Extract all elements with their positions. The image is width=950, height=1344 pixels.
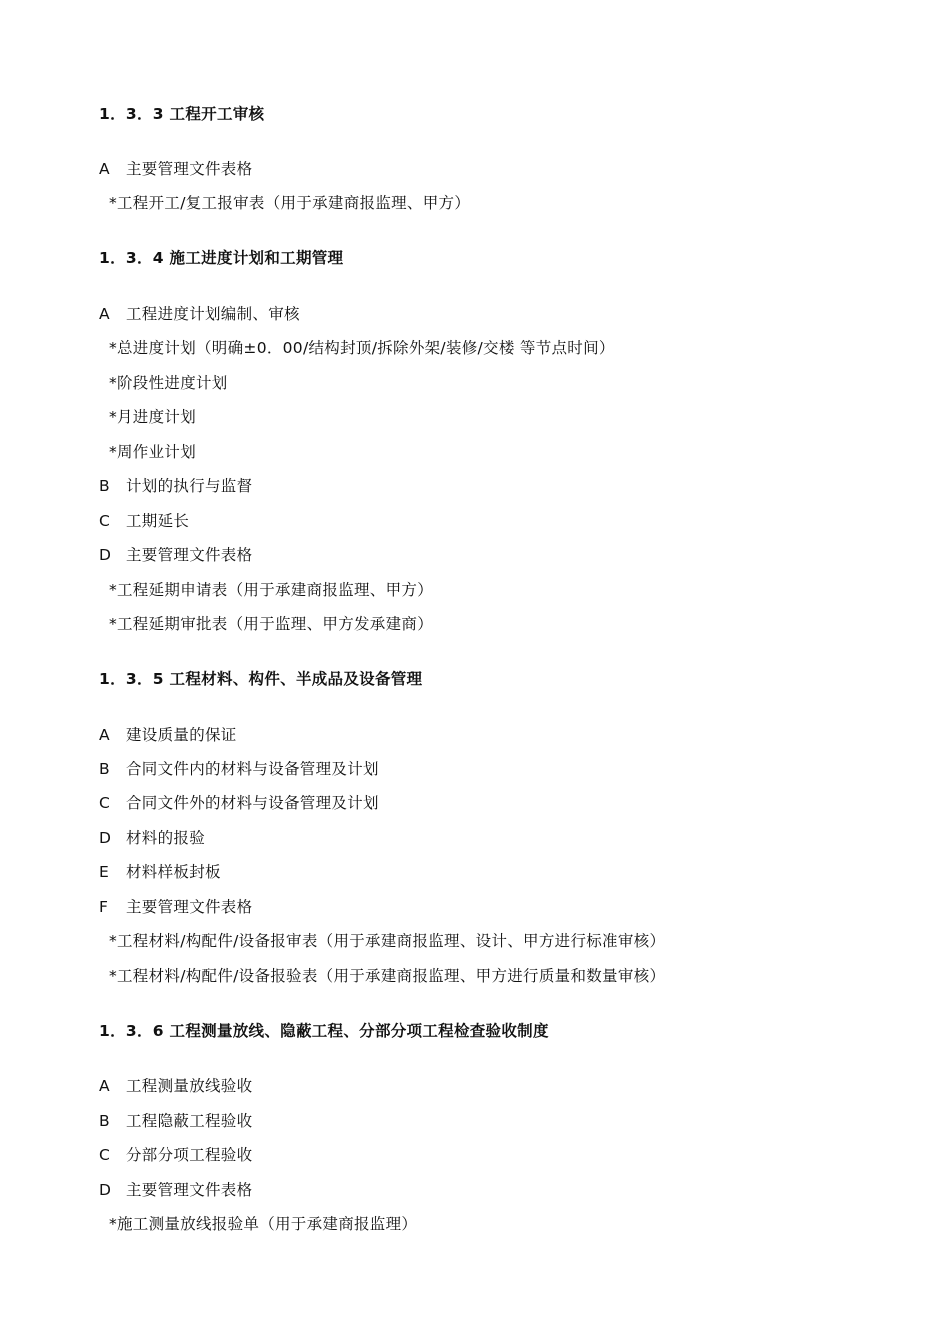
list-item bbox=[99, 1214, 417, 1234]
item-text: 工程进度计划编制、审核 bbox=[126, 305, 300, 323]
item-marker: * bbox=[108, 615, 117, 633]
item-text: 材料样板封板 bbox=[126, 863, 221, 881]
list-item bbox=[99, 476, 252, 496]
list-item bbox=[99, 614, 433, 634]
item-marker: F bbox=[99, 898, 109, 916]
item-marker: C bbox=[99, 1146, 111, 1164]
item-text: 工程材料/构配件/设备报审表（用于承建商报监理、设计、甲方进行标准审核） bbox=[117, 932, 666, 950]
list-item bbox=[99, 511, 189, 531]
item-text: 合同文件内的材料与设备管理及计划 bbox=[126, 760, 379, 778]
item-marker: D bbox=[99, 829, 112, 847]
list-item bbox=[99, 373, 228, 393]
list-item bbox=[99, 759, 379, 779]
item-marker: * bbox=[108, 339, 117, 357]
item-marker: A bbox=[99, 160, 110, 178]
item-text: 总进度计划（明确±0．00/结构封顶/拆除外架/装修/交楼 等节点时间） bbox=[117, 339, 615, 357]
item-marker: D bbox=[99, 546, 112, 564]
list-item bbox=[99, 545, 252, 565]
item-text: 计划的执行与监督 bbox=[126, 477, 253, 495]
list-item bbox=[99, 1180, 252, 1200]
item-text: 工程隐蔽工程验收 bbox=[126, 1112, 253, 1130]
item-text: 月进度计划 bbox=[117, 408, 197, 426]
item-marker: * bbox=[108, 374, 117, 392]
item-text: 主要管理文件表格 bbox=[126, 898, 253, 916]
item-marker: D bbox=[99, 1181, 112, 1199]
section-heading: 1．3．5 工程材料、构件、半成品及设备管理 bbox=[99, 670, 423, 688]
list-item bbox=[99, 931, 665, 951]
item-text: 合同文件外的材料与设备管理及计划 bbox=[126, 794, 379, 812]
item-text: 工程开工/复工报审表（用于承建商报监理、甲方） bbox=[117, 194, 471, 212]
list-item bbox=[99, 725, 237, 745]
item-text: 主要管理文件表格 bbox=[126, 1181, 253, 1199]
list-item bbox=[99, 580, 433, 600]
list-item bbox=[99, 1145, 252, 1165]
item-marker: * bbox=[108, 443, 117, 461]
list-item bbox=[99, 1076, 252, 1096]
item-marker: A bbox=[99, 305, 110, 323]
item-marker: * bbox=[108, 408, 117, 426]
item-marker: * bbox=[108, 967, 117, 985]
item-marker: C bbox=[99, 512, 111, 530]
list-item bbox=[99, 966, 665, 986]
list-item bbox=[99, 407, 196, 427]
item-marker: A bbox=[99, 726, 110, 744]
item-text: 材料的报验 bbox=[126, 829, 206, 847]
item-marker: B bbox=[99, 1112, 110, 1130]
item-text: 阶段性进度计划 bbox=[117, 374, 228, 392]
item-marker: * bbox=[108, 194, 117, 212]
item-text: 工期延长 bbox=[126, 512, 190, 530]
item-marker: * bbox=[108, 581, 117, 599]
item-text: 分部分项工程验收 bbox=[126, 1146, 253, 1164]
list-item bbox=[99, 442, 196, 462]
list-item bbox=[99, 793, 379, 813]
item-marker: A bbox=[99, 1077, 110, 1095]
item-text: 主要管理文件表格 bbox=[126, 546, 253, 564]
item-text: 工程延期申请表（用于承建商报监理、甲方） bbox=[117, 581, 434, 599]
item-text: 工程材料/构配件/设备报验表（用于承建商报监理、甲方进行质量和数量审核） bbox=[117, 967, 666, 985]
item-marker: C bbox=[99, 794, 111, 812]
item-text: 工程延期审批表（用于监理、甲方发承建商） bbox=[117, 615, 434, 633]
item-marker: * bbox=[108, 1215, 117, 1233]
item-marker: E bbox=[99, 863, 110, 881]
item-text: 建设质量的保证 bbox=[126, 726, 237, 744]
section-heading: 1．3．6 工程测量放线、隐蔽工程、分部分项工程检查验收制度 bbox=[99, 1022, 549, 1040]
section-heading: 1．3．4 施工进度计划和工期管理 bbox=[99, 249, 344, 267]
list-item bbox=[99, 338, 615, 358]
item-text: 工程测量放线验收 bbox=[126, 1077, 253, 1095]
item-text: 主要管理文件表格 bbox=[126, 160, 253, 178]
list-item bbox=[99, 193, 470, 213]
item-marker: B bbox=[99, 760, 110, 778]
item-text: 施工测量放线报验单（用于承建商报监理） bbox=[117, 1215, 418, 1233]
list-item bbox=[99, 1111, 252, 1131]
item-marker: B bbox=[99, 477, 110, 495]
item-text: 周作业计划 bbox=[117, 443, 197, 461]
list-item bbox=[99, 862, 221, 882]
item-marker: * bbox=[108, 932, 117, 950]
section-heading: 1．3．3 工程开工审核 bbox=[99, 105, 265, 123]
list-item bbox=[99, 828, 205, 848]
list-item bbox=[99, 897, 252, 917]
list-item bbox=[99, 304, 300, 324]
list-item bbox=[99, 159, 252, 179]
